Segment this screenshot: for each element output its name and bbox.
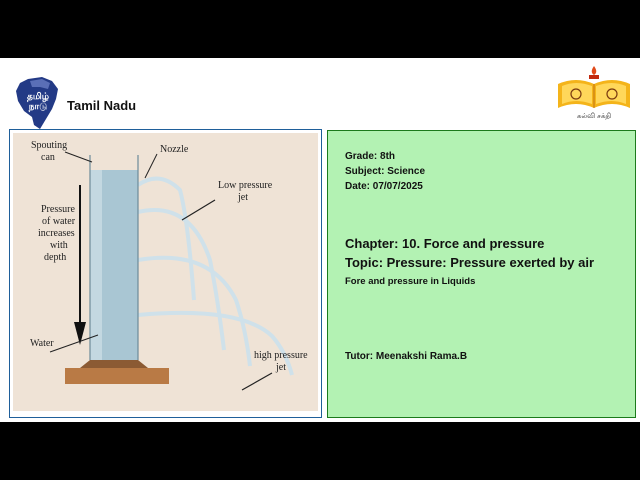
spouting-can-figure	[9, 129, 322, 418]
lesson-info-panel	[327, 130, 636, 418]
date-text: Date: 07/07/2025	[345, 181, 423, 192]
label-low-jet-1: Low pressure	[218, 180, 273, 191]
tutor-text: Tutor: Meenakshi Rama.B	[345, 351, 468, 362]
tamil-nadu-logo-icon	[12, 75, 68, 133]
label-spouting-can-1: Spouting	[31, 140, 68, 151]
subtopic-text: Fore and pressure in Liquids	[345, 276, 476, 287]
label-high-jet-2: jet	[276, 362, 286, 373]
brand-caption: கல்வி சக்தி	[576, 113, 612, 120]
state-title: Tamil Nadu	[67, 98, 137, 113]
state-logo-text-2: நாடு	[28, 102, 48, 112]
chapter-title: Chapter: 10. Force and pressure	[345, 236, 545, 251]
grade-text: Grade: 8th	[345, 151, 396, 162]
label-pressure-1: Pressure	[41, 204, 75, 215]
label-pressure-3: increases	[38, 228, 75, 239]
label-water: Water	[30, 338, 54, 349]
topic-title: Topic: Pressure: Pressure exerted by air	[345, 255, 595, 270]
state-logo-text-1: தமிழ்	[27, 92, 49, 102]
label-high-jet-1: high pressure	[254, 350, 308, 361]
label-spouting-can-2: can	[41, 152, 55, 163]
label-pressure-5: depth	[44, 252, 67, 263]
label-pressure-2: of water	[42, 216, 76, 227]
label-low-jet-2: jet	[238, 192, 248, 203]
label-pressure-4: with	[50, 240, 68, 251]
slide	[0, 58, 640, 422]
subject-text: Subject: Science	[345, 166, 426, 177]
can-base	[65, 368, 169, 384]
label-nozzle: Nozzle	[160, 144, 189, 155]
